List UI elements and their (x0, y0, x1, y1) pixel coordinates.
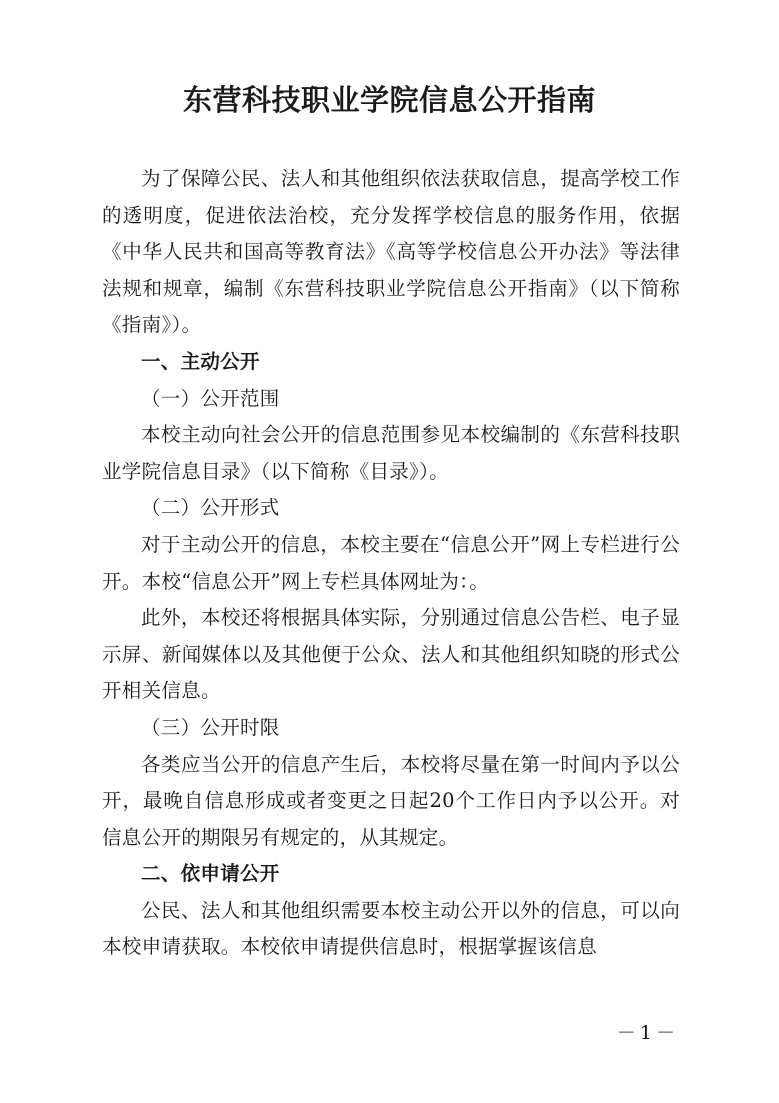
subsection-heading-time-limit: （三）公开时限 (141, 715, 280, 739)
subsection-heading-scope: （一）公开范围 (141, 386, 280, 410)
intro-paragraph: 为了保障公民、法人和其他组织依法获取信息，提高学校工作的透明度，促进依法治校，充分发挥学校信息的服务作用，依据《中华人民共和国高等教育法》《高等学校信息公开办法》等法律法规和规章，编制《东营科技职业学院信息公开指南》（以下简称《指南》）。 (102, 167, 680, 337)
form-paragraph-2: 此外，本校还将根据具体实际，分别通过信息公告栏、电子显示屏、新闻媒体以及其他便于公众、法人和其他组织知晓的形式公开相关信息。 (102, 606, 680, 703)
page-number: －1－ (616, 1022, 679, 1044)
request-paragraph: 公民、法人和其他组织需要本校主动公开以外的信息，可以向本校申请获取。本校依申请提供信息时，根据掌握该信息 (102, 898, 680, 959)
page-title: 东营科技职业学院信息公开指南 (182, 83, 596, 117)
scope-paragraph: 本校主动向社会公开的信息范围参见本校编制的《东营科技职业学院信息目录》（以下简称《目录》）。 (102, 423, 680, 483)
time-limit-paragraph: 各类应当公开的信息产生后，本校将尽量在第一时间内予以公开，最晚自信息形成或者变更之日起20个工作日内予以公开。对信息公开的期限另有规定的，从其规定。 (102, 752, 680, 849)
form-paragraph-1: 对于主动公开的信息，本校主要在“信息公开”网上专栏进行公开。本校“信息公开”网上专栏具体网址为：。 (102, 532, 680, 593)
subsection-heading-form: （二）公开形式 (141, 496, 280, 520)
section-heading-active-disclosure: 一、主动公开 (141, 349, 260, 373)
section-heading-request-disclosure: 二、依申请公开 (141, 862, 280, 886)
document-body (102, 161, 680, 966)
